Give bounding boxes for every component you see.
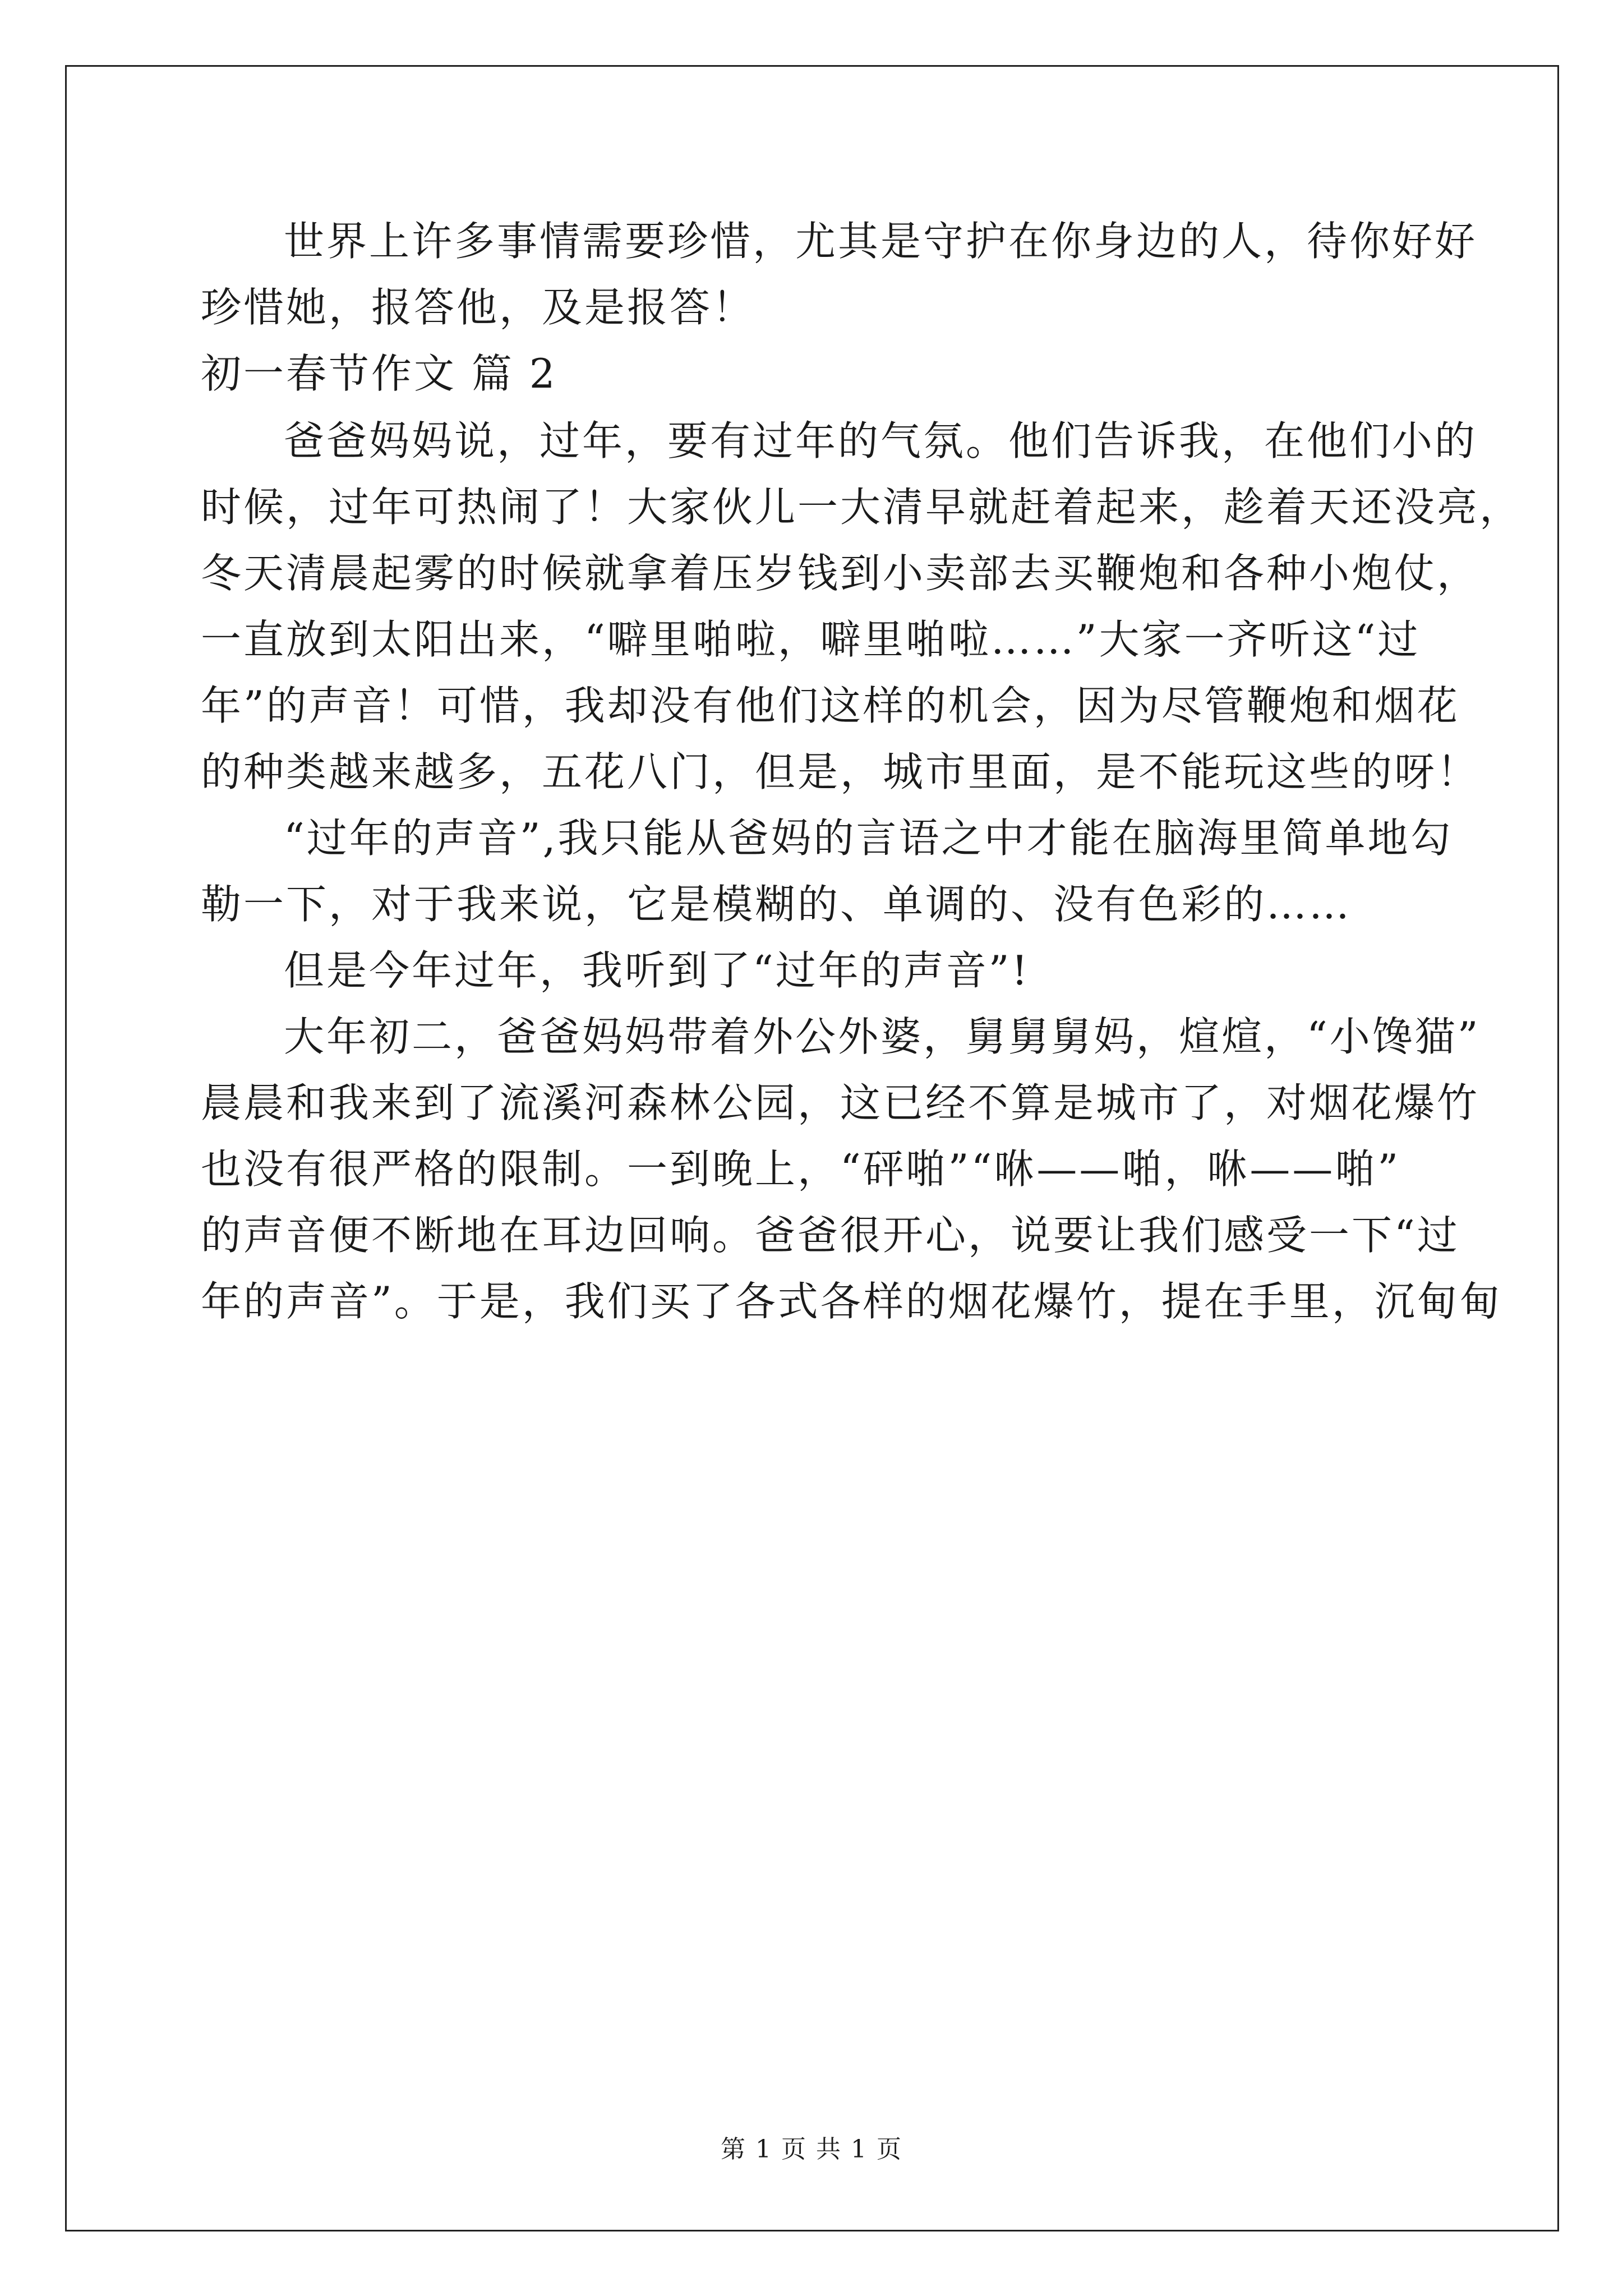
section-heading: 初一春节作文 篇 2	[201, 350, 557, 397]
paragraph-line: 也没有很严格的限制。一到晚上，“砰啪”“咻——啪，咻——啪”	[201, 1145, 1401, 1193]
paragraph-line: 时候，过年可热闹了！大家伙儿一大清早就赶着起来，趁着天还没亮，	[201, 484, 1523, 531]
paragraph-line: 年”的声音！可惜，我却没有他们这样的机会，因为尽管鞭炮和烟花	[201, 682, 1460, 729]
paragraph-line: 但是今年过年，我听到了“过年的声音”!	[284, 947, 1030, 994]
paragraph-line: 的种类越来越多，五花八门，但是，城市里面，是不能玩这些的呀！	[201, 748, 1480, 795]
paragraph-line: 年的声音”。于是，我们买了各式各样的烟花爆竹，提在手里，沉甸甸	[201, 1278, 1502, 1325]
paragraph-line: 世界上许多事情需要珍惜，尤其是守护在你身边的人，待你好好	[284, 218, 1478, 265]
paragraph-line: 大年初二，爸爸妈妈带着外公外婆，舅舅舅妈，煊煊，“小馋猫”	[284, 1013, 1481, 1060]
paragraph-line: “过年的声音”,我只能从爸妈的言语之中才能在脑海里简单地勾	[284, 815, 1453, 862]
paragraph-line: 勒一下，对于我来说，它是模糊的、单调的、没有色彩的……	[201, 881, 1352, 928]
paragraph-line: 晨晨和我来到了流溪河森林公园，这已经不算是城市了，对烟花爆竹	[201, 1079, 1480, 1126]
paragraph-line: 冬天清晨起雾的时候就拿着压岁钱到小卖部去买鞭炮和各种小炮仗，	[201, 550, 1480, 597]
paragraph-line: 爸爸妈妈说，过年，要有过年的气氛。他们告诉我，在他们小的	[284, 417, 1478, 464]
page-footer: 第 1 页 共 1 页	[721, 2135, 902, 2164]
paragraph-line: 一直放到太阳出来，“噼里啪啦，噼里啪啦……”大家一齐听这“过	[201, 616, 1421, 663]
paragraph-line: 珍惜她，报答他，及是报答！	[201, 284, 755, 331]
paragraph-line: 的声音便不断地在耳边回响。爸爸很开心，说要让我们感受一下“过	[201, 1212, 1460, 1259]
